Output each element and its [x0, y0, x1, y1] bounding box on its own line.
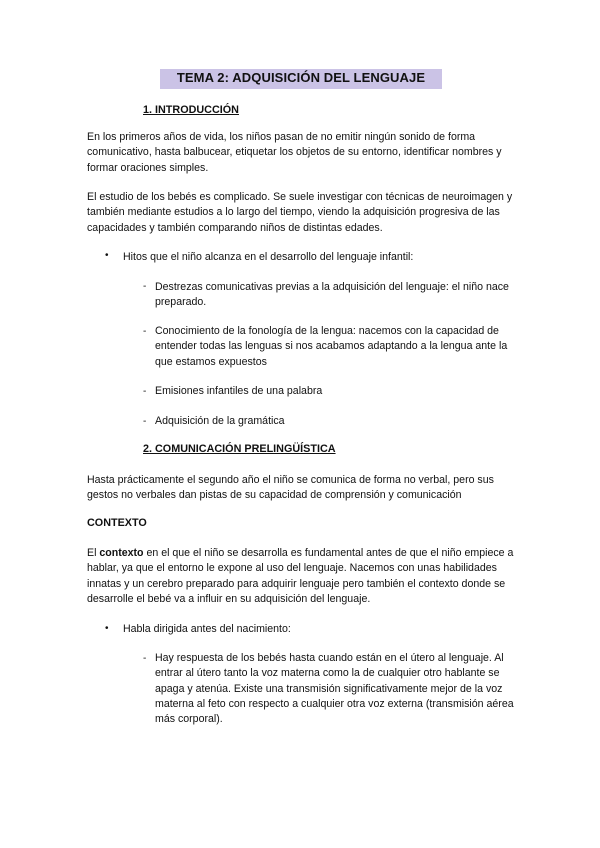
- dash-marker: -: [143, 416, 147, 427]
- subitem-fonologia: Conocimiento de la fonología de la lengua: nacemos con la capacidad de entender todas las lenguas si nos acabamos adaptando a la lengua ante la que estamos expuestos: [155, 325, 508, 368]
- intro-paragraph-1: En los primeros años de vida, los niños pasan de no emitir ningún sonido de forma comunicativo, hasta balbucear, etiquetar los objetos de su entorno, identificar nombres y formar oraciones simples.: [87, 131, 502, 174]
- contexto-prefix: El: [87, 547, 100, 559]
- page-title: TEMA 2: ADQUISICIÓN DEL LENGUAJE: [176, 70, 426, 85]
- comunicacion-paragraph: Hasta prácticamente el segundo año el niño se comunica de forma no verbal, pero sus gestos no verbales dan pistas de su capacidad de comprensión y comunicación: [87, 474, 494, 502]
- dash-marker: -: [143, 653, 147, 664]
- contexto-heading: CONTEXTO: [87, 517, 147, 529]
- contexto-paragraph: [87, 546, 519, 607]
- bullet-marker: •: [105, 250, 109, 261]
- bullet-hitos: Hitos que el niño alcanza en el desarrollo del lenguaje infantil:: [123, 251, 414, 263]
- section-heading-introduccion: 1. INTRODUCCIÓN: [143, 104, 239, 116]
- bullet-marker: •: [105, 623, 109, 634]
- subitem-destrezas: Destrezas comunicativas previas a la adquisición del lenguaje: el niño nace preparado.: [155, 281, 509, 309]
- dash-marker: -: [143, 281, 147, 292]
- dash-marker: -: [143, 326, 147, 337]
- subitem-respuesta-utero: Hay respuesta de los bebés hasta cuando están en el útero al lenguaje. Al entrar al útero tanto la voz materna como la de cualquier otro hablante se apaga y atenúa. Existe una transmisión significativamente mejor de la voz materna al feto con respecto a cualquier otra voz externa (transmisión aérea más corporal).: [155, 652, 514, 726]
- contexto-bold-term: contexto: [99, 547, 144, 559]
- subitem-emisiones: Emisiones infantiles de una palabra: [155, 385, 323, 397]
- section-heading-comunicacion: 2. COMUNICACIÓN PRELINGÜÍSTICA: [143, 443, 336, 455]
- contexto-rest: en el que el niño se desarrolla es fundamental antes de que el niño empiece a hablar, ya que el entorno le expone al uso del lenguaje. Nacemos con unas habilidades innatas y un cerebro preparado para adquirir lenguaje pero también el contexto donde se desarrolle el bebé va a influir en su adquisición del lenguaje.: [87, 547, 514, 605]
- dash-marker: -: [143, 386, 147, 397]
- intro-paragraph-2: El estudio de los bebés es complicado. Se suele investigar con técnicas de neuroimagen y también mediante estudios a lo largo del tiempo, viendo la adquisición progresiva de las capacidades y también comparando niños de distintas edades.: [87, 191, 513, 234]
- bullet-habla-dirigida: Habla dirigida antes del nacimiento:: [123, 623, 291, 635]
- subitem-gramatica: Adquisición de la gramática: [155, 415, 285, 427]
